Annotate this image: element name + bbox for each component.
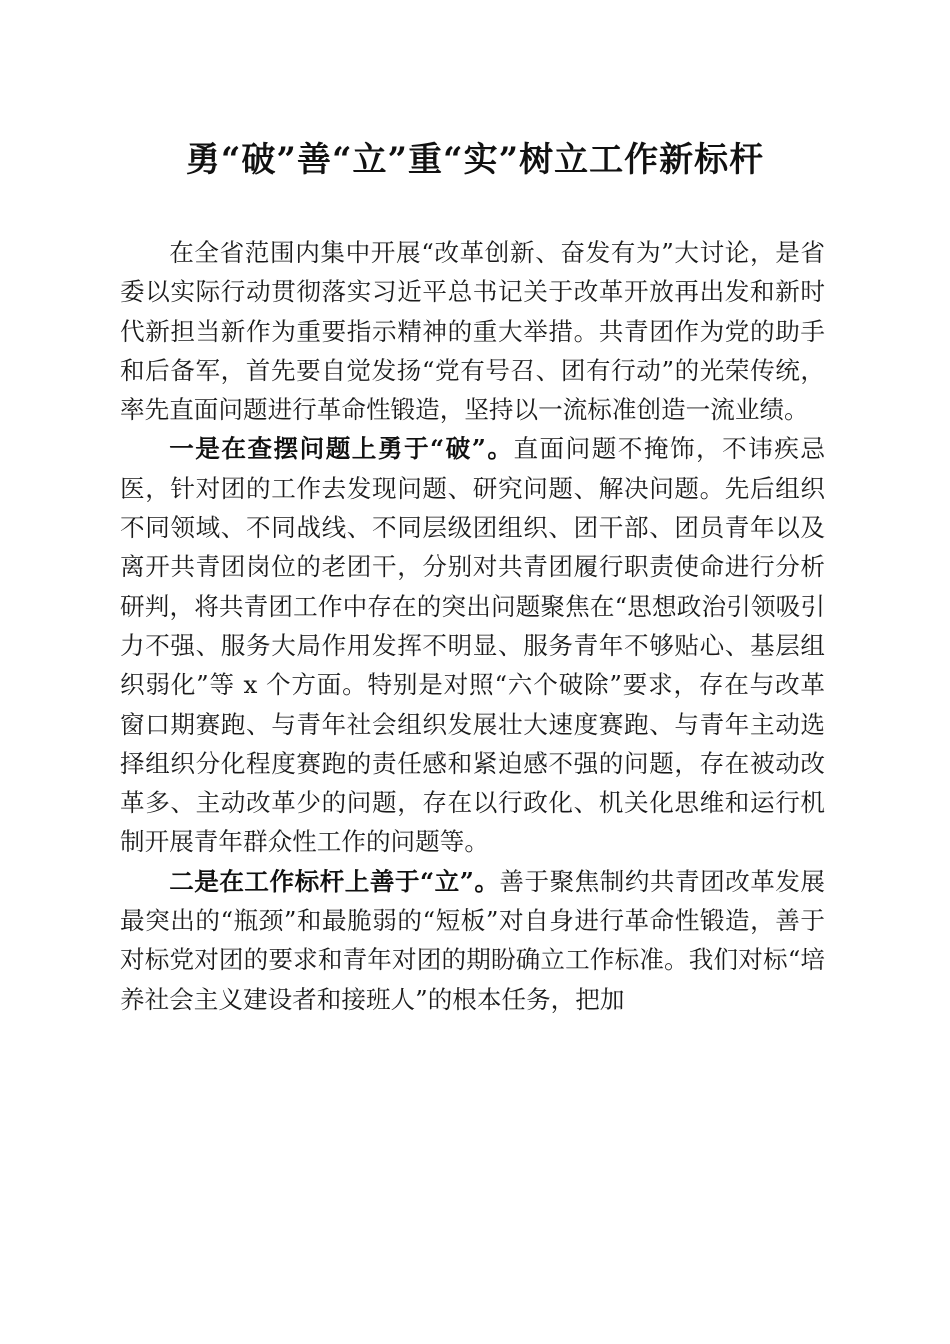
paragraph-lead: 一是在查摆问题上勇于“破”。: [169, 434, 514, 464]
paragraph-li: [120, 862, 825, 1019]
paragraph-text: 直面问题不掩饰，不讳疾忌医，针对团的工作去发现问题、研究问题、解决问题。先后组织不同领域、不同战线、不同层级团组织、团干部、团员青年以及离开共青团岗位的老团干，分别对共青团履行职责使命进行分析研判，将共青团工作中存在的突出问题聚焦在“思想政治引领吸引力不强、服务大局作用发挥不明显、服务青年不够贴心、基层组织弱化”等 x 个方面。特别是对照“六个破除”要求，存在与改革窗口期赛跑、与青年社会组织发展壮大速度赛跑、与青年主动选择组织分化程度赛跑的责任感和紧迫感不强的问题，存在被动改革多、主动改革少的问题，存在以行政化、机关化思维和运行机制开展青年群众性工作的问题等。: [120, 434, 825, 857]
paragraph-lead: 二是在工作标杆上善于“立”。: [169, 866, 500, 896]
paragraph-text: 在全省范围内集中开展“改革创新、奋发有为”大讨论，是省委以实际行动贯彻落实习近平总书记关于改革开放再出发和新时代新担当新作为重要指示精神的重大举措。共青团作为党的助手和后备军，首先要自觉发扬“党有号召、团有行动”的光荣传统，率先直面问题进行革命性锻造，坚持以一流标准创造一流业绩。: [120, 238, 825, 425]
document-body: [120, 233, 825, 1019]
document-title: 勇“破”善“立”重“实”树立工作新标杆: [185, 140, 765, 180]
paragraph-intro: [120, 233, 825, 429]
paragraph-text: 善于聚焦制约共青团改革发展最突出的“瓶颈”和最脆弱的“短板”对自身进行革命性锻造，善于对标党对团的要求和青年对团的期盼确立工作标准。我们对标“培养社会主义建设者和接班人”的根本任务，把加: [120, 866, 825, 1014]
paragraph-po: [120, 429, 825, 861]
